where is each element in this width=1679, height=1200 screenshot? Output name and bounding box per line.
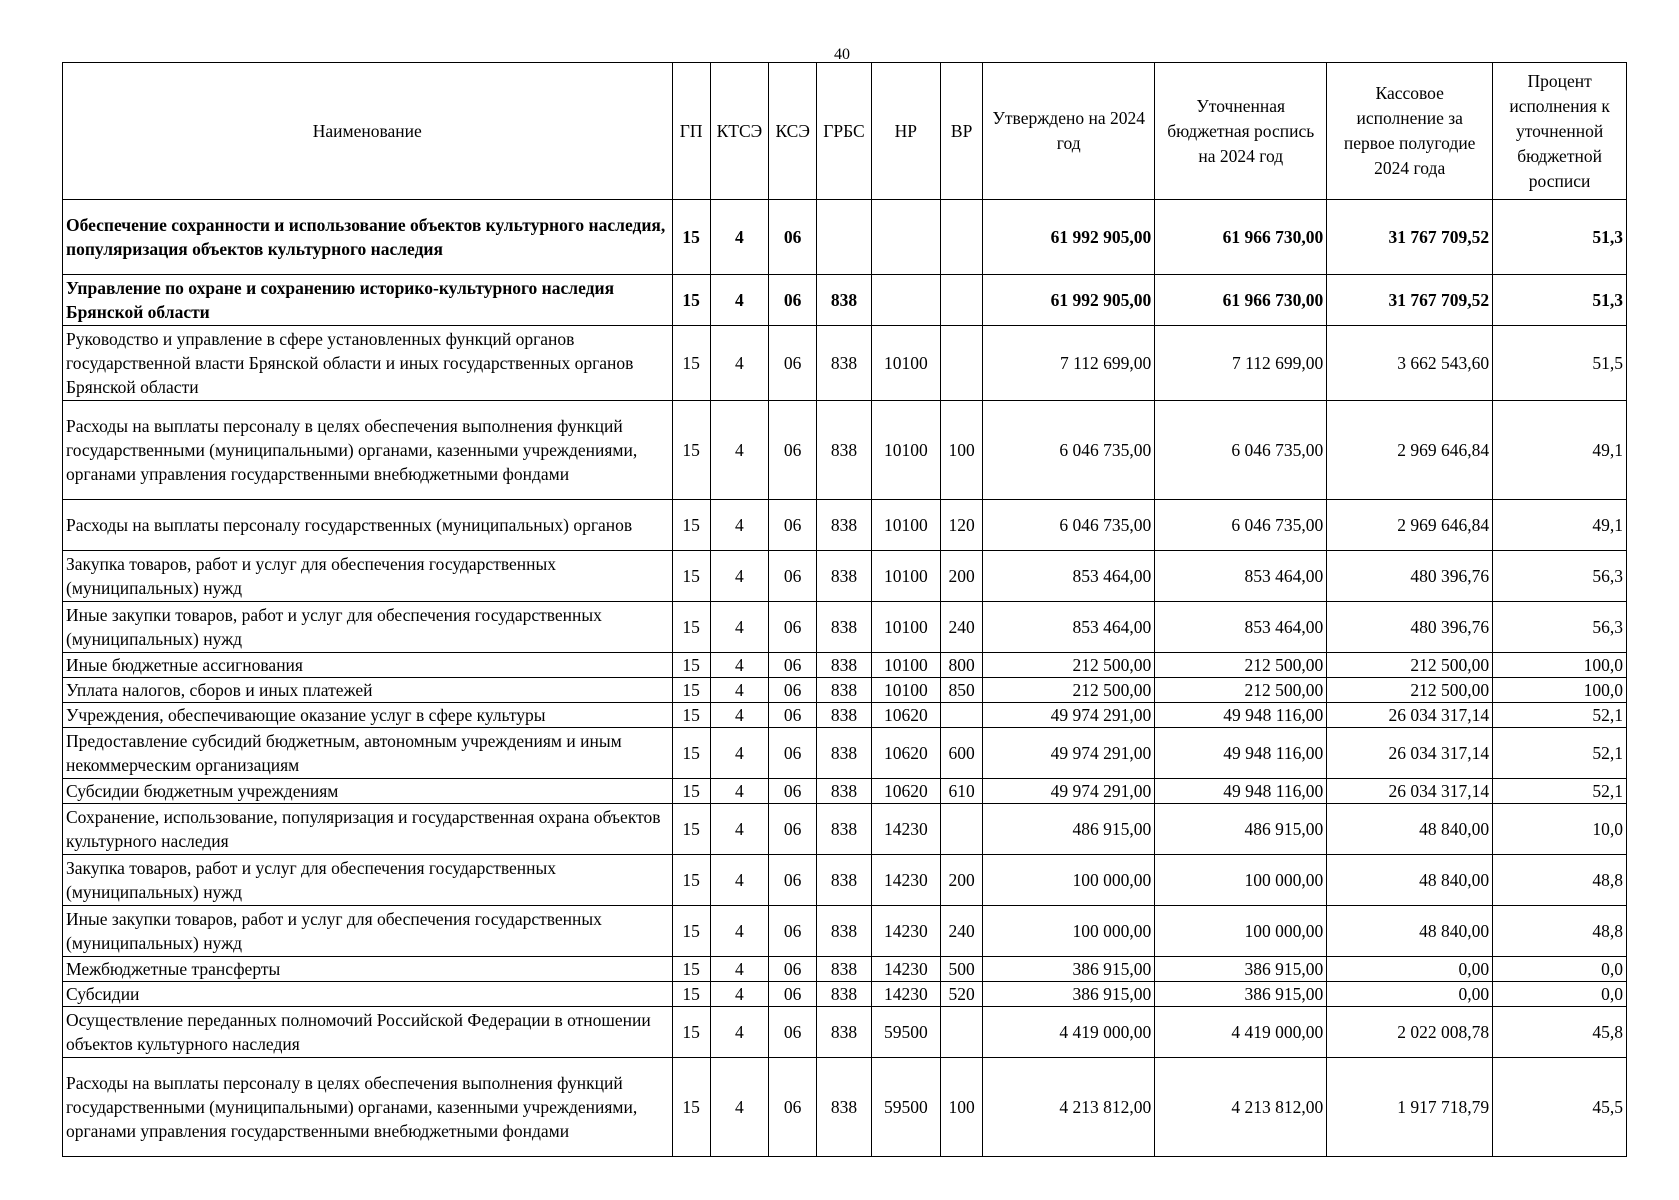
table-row — [63, 500, 1627, 551]
cell-percent: 49,1 — [1493, 500, 1627, 551]
cell-cash: 2 022 008,78 — [1327, 1007, 1493, 1058]
cell-cash: 26 034 317,14 — [1327, 728, 1493, 779]
cell-kse: 06 — [769, 957, 817, 982]
cell-kse: 06 — [769, 703, 817, 728]
cell-approved: 61 992 905,00 — [983, 200, 1155, 275]
cell-vr: 500 — [941, 957, 983, 982]
cell-approved: 4 419 000,00 — [983, 1007, 1155, 1058]
cell-grbs: 838 — [817, 982, 871, 1007]
header-approved: Утверждено на 2024 год — [983, 63, 1155, 200]
table-row — [63, 1058, 1627, 1157]
cell-grbs: 838 — [817, 804, 871, 855]
table-row — [63, 728, 1627, 779]
cell-name: Иные закупки товаров, работ и услуг для обеспечения государственных (муниципальных) нужд — [63, 906, 673, 957]
cell-nr: 10100 — [871, 326, 940, 401]
cell-kse: 06 — [769, 906, 817, 957]
header-vr: ВР — [941, 63, 983, 200]
cell-grbs: 838 — [817, 1007, 871, 1058]
table-row — [63, 401, 1627, 500]
cell-refined: 853 464,00 — [1155, 602, 1327, 653]
cell-vr — [941, 200, 983, 275]
cell-approved: 6 046 735,00 — [983, 401, 1155, 500]
header-kse: КСЭ — [769, 63, 817, 200]
cell-gp: 15 — [672, 602, 710, 653]
cell-kse: 06 — [769, 551, 817, 602]
cell-ktse: 4 — [710, 500, 768, 551]
cell-kse: 06 — [769, 982, 817, 1007]
cell-name: Уплата налогов, сборов и иных платежей — [63, 678, 673, 703]
cell-gp: 15 — [672, 275, 710, 326]
cell-name: Руководство и управление в сфере установленных функций органов государственной власти Брянской области и иных государственных органов Брянской области — [63, 326, 673, 401]
cell-cash: 0,00 — [1327, 982, 1493, 1007]
cell-approved: 486 915,00 — [983, 804, 1155, 855]
table-row — [63, 275, 1627, 326]
cell-gp: 15 — [672, 326, 710, 401]
cell-gp: 15 — [672, 906, 710, 957]
cell-nr: 10620 — [871, 728, 940, 779]
cell-grbs: 838 — [817, 906, 871, 957]
table-row — [63, 551, 1627, 602]
cell-ktse: 4 — [710, 728, 768, 779]
cell-refined: 853 464,00 — [1155, 551, 1327, 602]
cell-approved: 100 000,00 — [983, 906, 1155, 957]
cell-percent: 0,0 — [1493, 957, 1627, 982]
cell-percent: 48,8 — [1493, 906, 1627, 957]
cell-vr: 200 — [941, 855, 983, 906]
cell-cash: 26 034 317,14 — [1327, 703, 1493, 728]
cell-refined: 100 000,00 — [1155, 855, 1327, 906]
cell-vr: 100 — [941, 401, 983, 500]
cell-kse: 06 — [769, 653, 817, 678]
header-row — [63, 63, 1627, 200]
cell-vr — [941, 703, 983, 728]
cell-nr: 14230 — [871, 957, 940, 982]
cell-gp: 15 — [672, 401, 710, 500]
cell-vr: 610 — [941, 779, 983, 804]
cell-gp: 15 — [672, 855, 710, 906]
cell-name: Межбюджетные трансферты — [63, 957, 673, 982]
cell-percent: 10,0 — [1493, 804, 1627, 855]
cell-approved: 212 500,00 — [983, 653, 1155, 678]
cell-vr: 850 — [941, 678, 983, 703]
cell-approved: 49 974 291,00 — [983, 703, 1155, 728]
cell-name: Субсидии — [63, 982, 673, 1007]
cell-grbs: 838 — [817, 678, 871, 703]
table-row — [63, 779, 1627, 804]
cell-nr: 10620 — [871, 779, 940, 804]
cell-cash: 26 034 317,14 — [1327, 779, 1493, 804]
cell-nr: 59500 — [871, 1058, 940, 1157]
cell-nr: 14230 — [871, 855, 940, 906]
header-name: Наименование — [63, 63, 673, 200]
cell-vr: 200 — [941, 551, 983, 602]
table-row — [63, 855, 1627, 906]
cell-approved: 386 915,00 — [983, 982, 1155, 1007]
cell-cash: 212 500,00 — [1327, 653, 1493, 678]
cell-kse: 06 — [769, 500, 817, 551]
cell-ktse: 4 — [710, 551, 768, 602]
cell-refined: 4 213 812,00 — [1155, 1058, 1327, 1157]
cell-percent: 0,0 — [1493, 982, 1627, 1007]
cell-grbs: 838 — [817, 728, 871, 779]
cell-ktse: 4 — [710, 275, 768, 326]
cell-name: Осуществление переданных полномочий Российской Федерации в отношении объектов культурного наследия — [63, 1007, 673, 1058]
cell-kse: 06 — [769, 200, 817, 275]
page-number: 40 — [834, 46, 850, 63]
cell-kse: 06 — [769, 678, 817, 703]
cell-name: Иные бюджетные ассигнования — [63, 653, 673, 678]
header-gp: ГП — [672, 63, 710, 200]
cell-ktse: 4 — [710, 779, 768, 804]
cell-grbs: 838 — [817, 500, 871, 551]
cell-cash: 480 396,76 — [1327, 551, 1493, 602]
cell-nr: 14230 — [871, 804, 940, 855]
cell-cash: 2 969 646,84 — [1327, 401, 1493, 500]
cell-grbs: 838 — [817, 551, 871, 602]
table-row — [63, 678, 1627, 703]
cell-grbs — [817, 200, 871, 275]
cell-gp: 15 — [672, 982, 710, 1007]
cell-kse: 06 — [769, 855, 817, 906]
cell-refined: 6 046 735,00 — [1155, 401, 1327, 500]
cell-nr — [871, 200, 940, 275]
cell-vr: 600 — [941, 728, 983, 779]
cell-percent: 52,1 — [1493, 779, 1627, 804]
cell-cash: 31 767 709,52 — [1327, 200, 1493, 275]
cell-refined: 49 948 116,00 — [1155, 703, 1327, 728]
cell-percent: 49,1 — [1493, 401, 1627, 500]
cell-ktse: 4 — [710, 1058, 768, 1157]
cell-name: Обеспечение сохранности и использование объектов культурного наследия, популяризация объектов культурного наследия — [63, 200, 673, 275]
cell-grbs: 838 — [817, 602, 871, 653]
cell-approved: 4 213 812,00 — [983, 1058, 1155, 1157]
cell-refined: 49 948 116,00 — [1155, 779, 1327, 804]
cell-approved: 6 046 735,00 — [983, 500, 1155, 551]
budget-execution-table — [62, 62, 1627, 1157]
table-row — [63, 1007, 1627, 1058]
cell-grbs: 838 — [817, 779, 871, 804]
cell-approved: 49 974 291,00 — [983, 779, 1155, 804]
cell-approved: 100 000,00 — [983, 855, 1155, 906]
cell-gp: 15 — [672, 1058, 710, 1157]
cell-nr: 10100 — [871, 401, 940, 500]
cell-percent: 51,3 — [1493, 275, 1627, 326]
cell-ktse: 4 — [710, 326, 768, 401]
header-nr: НР — [871, 63, 940, 200]
cell-percent: 56,3 — [1493, 551, 1627, 602]
cell-refined: 61 966 730,00 — [1155, 200, 1327, 275]
cell-name: Иные закупки товаров, работ и услуг для обеспечения государственных (муниципальных) нужд — [63, 602, 673, 653]
cell-cash: 212 500,00 — [1327, 678, 1493, 703]
cell-percent: 52,1 — [1493, 703, 1627, 728]
cell-gp: 15 — [672, 678, 710, 703]
cell-nr: 10100 — [871, 653, 940, 678]
cell-nr: 14230 — [871, 906, 940, 957]
cell-vr — [941, 804, 983, 855]
cell-cash: 1 917 718,79 — [1327, 1058, 1493, 1157]
cell-name: Расходы на выплаты персоналу государственных (муниципальных) органов — [63, 500, 673, 551]
cell-vr: 120 — [941, 500, 983, 551]
cell-nr: 10620 — [871, 703, 940, 728]
cell-percent: 56,3 — [1493, 602, 1627, 653]
header-grbs: ГРБС — [817, 63, 871, 200]
cell-cash: 48 840,00 — [1327, 855, 1493, 906]
cell-name: Управление по охране и сохранению историко-культурного наследия Брянской области — [63, 275, 673, 326]
cell-approved: 853 464,00 — [983, 602, 1155, 653]
cell-nr: 59500 — [871, 1007, 940, 1058]
cell-refined: 100 000,00 — [1155, 906, 1327, 957]
cell-grbs: 838 — [817, 703, 871, 728]
cell-nr: 10100 — [871, 678, 940, 703]
cell-kse: 06 — [769, 401, 817, 500]
table-row — [63, 957, 1627, 982]
cell-ktse: 4 — [710, 982, 768, 1007]
cell-kse: 06 — [769, 779, 817, 804]
cell-ktse: 4 — [710, 906, 768, 957]
cell-ktse: 4 — [710, 804, 768, 855]
cell-approved: 212 500,00 — [983, 678, 1155, 703]
cell-gp: 15 — [672, 779, 710, 804]
table-row — [63, 703, 1627, 728]
cell-name: Закупка товаров, работ и услуг для обеспечения государственных (муниципальных) нужд — [63, 551, 673, 602]
cell-cash: 2 969 646,84 — [1327, 500, 1493, 551]
header-ktse: КТСЭ — [710, 63, 768, 200]
cell-grbs: 838 — [817, 1058, 871, 1157]
cell-percent: 51,5 — [1493, 326, 1627, 401]
cell-ktse: 4 — [710, 855, 768, 906]
cell-kse: 06 — [769, 1007, 817, 1058]
cell-gp: 15 — [672, 728, 710, 779]
cell-gp: 15 — [672, 957, 710, 982]
cell-refined: 49 948 116,00 — [1155, 728, 1327, 779]
cell-refined: 4 419 000,00 — [1155, 1007, 1327, 1058]
cell-kse: 06 — [769, 602, 817, 653]
cell-gp: 15 — [672, 804, 710, 855]
cell-cash: 3 662 543,60 — [1327, 326, 1493, 401]
cell-gp: 15 — [672, 703, 710, 728]
cell-cash: 480 396,76 — [1327, 602, 1493, 653]
cell-grbs: 838 — [817, 653, 871, 678]
cell-name: Учреждения, обеспечивающие оказание услуг в сфере культуры — [63, 703, 673, 728]
cell-refined: 386 915,00 — [1155, 957, 1327, 982]
cell-approved: 7 112 699,00 — [983, 326, 1155, 401]
table-row — [63, 200, 1627, 275]
cell-ktse: 4 — [710, 602, 768, 653]
cell-cash: 48 840,00 — [1327, 906, 1493, 957]
cell-ktse: 4 — [710, 957, 768, 982]
cell-gp: 15 — [672, 1007, 710, 1058]
cell-percent: 52,1 — [1493, 728, 1627, 779]
cell-vr — [941, 275, 983, 326]
table-row — [63, 602, 1627, 653]
cell-name: Расходы на выплаты персоналу в целях обеспечения выполнения функций государственными (муниципальными) органами, казенными учреждениями, органами управления государственными внебюджетными фондами — [63, 401, 673, 500]
cell-name: Закупка товаров, работ и услуг для обеспечения государственных (муниципальных) нужд — [63, 855, 673, 906]
cell-grbs: 838 — [817, 326, 871, 401]
cell-ktse: 4 — [710, 200, 768, 275]
cell-refined: 6 046 735,00 — [1155, 500, 1327, 551]
cell-grbs: 838 — [817, 855, 871, 906]
table-row — [63, 653, 1627, 678]
cell-nr: 10100 — [871, 500, 940, 551]
cell-refined: 386 915,00 — [1155, 982, 1327, 1007]
cell-kse: 06 — [769, 275, 817, 326]
cell-name: Субсидии бюджетным учреждениям — [63, 779, 673, 804]
cell-vr — [941, 326, 983, 401]
cell-kse: 06 — [769, 728, 817, 779]
cell-nr: 10100 — [871, 551, 940, 602]
cell-vr: 240 — [941, 602, 983, 653]
cell-refined: 61 966 730,00 — [1155, 275, 1327, 326]
header-cash: Кассовое исполнение за первое полугодие 2024 года — [1327, 63, 1493, 200]
cell-nr: 14230 — [871, 982, 940, 1007]
cell-cash: 0,00 — [1327, 957, 1493, 982]
table-row — [63, 804, 1627, 855]
table-row — [63, 326, 1627, 401]
cell-vr — [941, 1007, 983, 1058]
table-row — [63, 906, 1627, 957]
cell-nr — [871, 275, 940, 326]
table-row — [63, 982, 1627, 1007]
cell-percent: 48,8 — [1493, 855, 1627, 906]
cell-refined: 212 500,00 — [1155, 678, 1327, 703]
cell-ktse: 4 — [710, 703, 768, 728]
header-percent: Процент исполнения к уточненной бюджетной росписи — [1493, 63, 1627, 200]
cell-refined: 7 112 699,00 — [1155, 326, 1327, 401]
cell-name: Сохранение, использование, популяризация и государственная охрана объектов культурного наследия — [63, 804, 673, 855]
cell-ktse: 4 — [710, 678, 768, 703]
header-refined: Уточненная бюджетная роспись на 2024 год — [1155, 63, 1327, 200]
cell-ktse: 4 — [710, 1007, 768, 1058]
cell-percent: 100,0 — [1493, 653, 1627, 678]
cell-percent: 51,3 — [1493, 200, 1627, 275]
cell-grbs: 838 — [817, 957, 871, 982]
cell-approved: 386 915,00 — [983, 957, 1155, 982]
cell-grbs: 838 — [817, 275, 871, 326]
cell-vr: 800 — [941, 653, 983, 678]
cell-gp: 15 — [672, 500, 710, 551]
table-body — [63, 200, 1627, 1157]
cell-name: Расходы на выплаты персоналу в целях обеспечения выполнения функций государственными (муниципальными) органами, казенными учреждениями, органами управления государственными внебюджетными фондами — [63, 1058, 673, 1157]
cell-percent: 45,5 — [1493, 1058, 1627, 1157]
cell-name: Предоставление субсидий бюджетным, автономным учреждениям и иным некоммерческим организациям — [63, 728, 673, 779]
cell-refined: 212 500,00 — [1155, 653, 1327, 678]
cell-refined: 486 915,00 — [1155, 804, 1327, 855]
cell-ktse: 4 — [710, 653, 768, 678]
cell-cash: 31 767 709,52 — [1327, 275, 1493, 326]
cell-vr: 240 — [941, 906, 983, 957]
cell-vr: 520 — [941, 982, 983, 1007]
cell-gp: 15 — [672, 200, 710, 275]
cell-approved: 49 974 291,00 — [983, 728, 1155, 779]
cell-kse: 06 — [769, 326, 817, 401]
cell-gp: 15 — [672, 653, 710, 678]
cell-grbs: 838 — [817, 401, 871, 500]
cell-kse: 06 — [769, 1058, 817, 1157]
cell-kse: 06 — [769, 804, 817, 855]
cell-gp: 15 — [672, 551, 710, 602]
cell-ktse: 4 — [710, 401, 768, 500]
cell-approved: 61 992 905,00 — [983, 275, 1155, 326]
cell-percent: 45,8 — [1493, 1007, 1627, 1058]
cell-approved: 853 464,00 — [983, 551, 1155, 602]
cell-cash: 48 840,00 — [1327, 804, 1493, 855]
cell-vr: 100 — [941, 1058, 983, 1157]
cell-percent: 100,0 — [1493, 678, 1627, 703]
cell-nr: 10100 — [871, 602, 940, 653]
